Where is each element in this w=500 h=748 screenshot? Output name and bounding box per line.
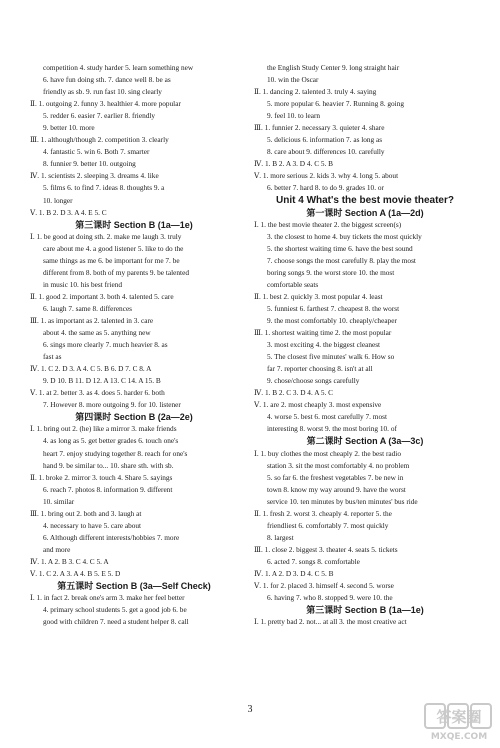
answer-line: 5. The closest five minutes' walk 6. How so bbox=[267, 352, 395, 362]
answer-line: care about me 4. a good listener 5. like to do the bbox=[43, 243, 184, 253]
answer-line: Ⅳ. 1. C 2. D 3. A 4. C 5. B 6. D 7. C 8. A bbox=[30, 364, 152, 374]
answer-line: Ⅴ. 1. C 2. A 3. A 4. B 5. E 5. D bbox=[30, 568, 121, 578]
answer-line: 4. worse 5. best 6. most carefully 7. most bbox=[267, 412, 387, 422]
answer-line: Ⅴ. 1. are 2. most cheaply 3. most expensive bbox=[254, 400, 382, 410]
answer-line: 8. largest bbox=[267, 532, 294, 542]
answer-line: 5. so far 6. the freshest vegetables 7. be new in bbox=[267, 472, 404, 482]
answer-line: in music 10. his best friend bbox=[43, 279, 123, 289]
answer-line: Ⅰ. 1. bring out 2. (he) like a mirror 3. make friends bbox=[30, 424, 177, 434]
answer-line: 6. Although different interests/hobbies 7. more bbox=[43, 532, 180, 542]
answer-line: 5. the shortest waiting time 6. have the best sound bbox=[267, 243, 413, 253]
answer-line: 7. However 8. more outgoing 9. for 10. listener bbox=[43, 400, 181, 410]
answer-line: Ⅲ. 1. bring out 2. both and 3. laugh at bbox=[30, 508, 142, 518]
section-heading: 第三课时 Section B (1a—1e) bbox=[75, 219, 193, 230]
answer-line: 10. longer bbox=[43, 195, 73, 205]
answer-line: Ⅱ. 1. broke 2. mirror 3. touch 4. Share 5. sayings bbox=[30, 472, 173, 482]
section-heading: 第三课时 Section B (1a—1e) bbox=[306, 605, 424, 616]
answer-line: Ⅰ. 1. be good at doing sth. 2. make me laugh 3. truly bbox=[30, 231, 182, 241]
answer-line: 4. fantastic 5. win 6. Both 7. smarter bbox=[43, 147, 150, 157]
answer-line: Ⅴ. 1. B 2. D 3. A 4. E 5. C bbox=[30, 207, 107, 217]
answer-line: Ⅳ. 1. A 2. B 3. C 4. C 5. A bbox=[30, 556, 109, 566]
section-heading: 第一课时 Section A (1a—2d) bbox=[306, 207, 424, 218]
answer-line: 3. the closest to home 4. buy tickets the most quickly bbox=[267, 231, 422, 241]
answer-line: far 7. reporter choosing 8. isn't at all bbox=[267, 364, 373, 374]
answer-line: Ⅰ. 1. the best movie theater 2. the biggest screen(s) bbox=[254, 219, 402, 229]
answer-line: Ⅰ. 1. pretty bad 2. not... at all 3. the most creative act bbox=[254, 617, 407, 627]
answer-line: Ⅴ. 1. for 2. placed 3. himself 4. second 5. worse bbox=[254, 581, 394, 591]
answer-line: Ⅱ. 1. best 2. quickly 3. most popular 4. least bbox=[254, 291, 383, 301]
answer-line: Ⅰ. 1. buy clothes the most cheaply 2. the best radio bbox=[254, 448, 401, 458]
section-heading: 第五课时 Section B (3a—Self Check) bbox=[57, 581, 211, 592]
answer-line: friendliest 6. comfortably 7. most quickly bbox=[267, 520, 389, 530]
page-number: 3 bbox=[247, 704, 253, 715]
answer-line: Ⅱ. 1. dancing 2. talented 3. truly 4. saying bbox=[254, 87, 377, 97]
answer-line: 10. similar bbox=[43, 496, 75, 506]
answer-line: 8. care about 9. differences 10. carefully bbox=[267, 147, 385, 157]
answer-line: 6. have fun doing sth. 7. dance well 8. be as bbox=[43, 75, 171, 85]
answer-line: fast as bbox=[43, 352, 62, 362]
answer-line: competition 4. study harder 5. learn something new bbox=[43, 63, 194, 72]
right-answer-column bbox=[254, 62, 476, 628]
watermark-logo bbox=[424, 703, 494, 743]
answer-line: Ⅴ. 1. more serious 2. kids 3. why 4. long 5. about bbox=[254, 171, 399, 181]
answer-line: 8. funnier 9. better 10. outgoing bbox=[43, 159, 136, 169]
left-answer-column bbox=[30, 62, 238, 628]
answer-line: 4. as long as 5. get better grades 6. touch one's bbox=[43, 436, 179, 446]
answer-line: 4. primary school students 5. get a good job 6. be bbox=[43, 605, 187, 615]
answer-line: 9. better 10. more bbox=[43, 123, 95, 133]
answer-line: comfortable seats bbox=[267, 279, 319, 289]
section-heading: 第四课时 Section B (2a—2e) bbox=[75, 412, 193, 423]
answer-line: 6. better 7. hard 8. to do 9. grades 10. or bbox=[267, 183, 384, 193]
answer-line: Ⅱ. 1. good 2. important 3. both 4. talented 5. care bbox=[30, 291, 174, 301]
watermark-text: 答案圈 bbox=[436, 708, 482, 726]
answer-line: Ⅲ. 1. shortest waiting time 2. the most popular bbox=[254, 328, 392, 338]
answer-line: 6. laugh 7. same 8. differences bbox=[43, 303, 133, 313]
answer-line: Ⅲ. 1. funnier 2. necessary 3. quieter 4. share bbox=[254, 123, 385, 133]
answer-line: about 4. the same as 5. anything new bbox=[43, 328, 151, 338]
answer-line: 5. redder 6. easier 7. earlier 8. friendly bbox=[43, 111, 156, 121]
answer-line: Ⅲ. 1. although/though 2. competition 3. clearly bbox=[30, 135, 169, 145]
section-heading: 第二课时 Section A (3a—3c) bbox=[306, 436, 424, 447]
section-heading: Unit 4 What's the best movie theater? bbox=[276, 194, 454, 206]
answer-line: hand 9. be similar to... 10. share sth. with sb. bbox=[43, 460, 174, 470]
answer-line: 9. chose/choose songs carefully bbox=[267, 376, 360, 386]
answer-line: 9. D 10. B 11. D 12. A 13. C 14. A 15. B bbox=[43, 376, 161, 386]
answer-line: heart 7. enjoy studying together 8. reach for one's bbox=[43, 448, 188, 458]
answer-line: 9. the most comfortably 10. cheaply/cheaper bbox=[267, 315, 397, 325]
answer-line: Ⅳ. 1. A 2. D 3. D 4. C 5. B bbox=[254, 568, 334, 578]
answer-line: 5. more popular 6. heavier 7. Running 8. going bbox=[267, 99, 404, 109]
answer-line: town 8. know my way around 9. have the worst bbox=[267, 484, 406, 494]
answer-line: 6. sings more clearly 7. much heavier 8. as bbox=[43, 340, 168, 350]
answer-line: 3. most exciting 4. the biggest cleanest bbox=[267, 340, 381, 350]
answer-line: Ⅳ. 1. scientists 2. sleeping 3. dreams 4. like bbox=[30, 171, 159, 181]
answer-line: interesting 8. worst 9. the most boring 10. of bbox=[267, 424, 397, 434]
answer-line: 6. acted 7. songs 8. comfortable bbox=[267, 556, 360, 566]
answer-line: 5. funniest 6. farthest 7. cheapest 8. the worst bbox=[267, 303, 400, 313]
answer-line: Ⅰ. 1. in fact 2. break one's arm 3. make her feel better bbox=[30, 593, 185, 603]
answer-line: Ⅳ. 1. B 2. A 3. D 4. C 5. B bbox=[254, 159, 334, 169]
answer-line: station 3. sit the most comfortably 4. no problem bbox=[267, 460, 410, 470]
answer-line: good with children 7. need a student helper 8. call bbox=[43, 617, 189, 627]
answer-line: 10. win the Oscar bbox=[267, 75, 319, 85]
answer-line: 5. delicious 6. information 7. as long as bbox=[267, 135, 383, 145]
answer-line: Ⅱ. 1. outgoing 2. funny 3. healthier 4. more popular bbox=[30, 99, 181, 109]
answer-line: 6. having 7. who 8. stopped 9. were 10. the bbox=[267, 593, 393, 603]
answer-line: the English Study Center 9. long straight hair bbox=[267, 63, 400, 72]
answer-line: 9. feel 10. to learn bbox=[267, 111, 321, 121]
answer-line: 5. films 6. to find 7. ideas 8. thoughts 9. a bbox=[43, 183, 165, 193]
watermark-logo-graphic bbox=[424, 703, 494, 743]
answer-line: different from 8. both of my parents 9. be talented bbox=[43, 267, 189, 277]
answer-line: service 10. ten minutes by bus/ten minutes' bus ride bbox=[267, 496, 418, 506]
answer-line: 7. choose songs the most carefully 8. play the most bbox=[267, 255, 416, 265]
answer-line: Ⅳ. 1. B 2. C 3. D 4. A 5. C bbox=[254, 388, 334, 398]
answer-line: and more bbox=[43, 544, 71, 554]
answer-line: friendly as sb. 9. run fast 10. sing clearly bbox=[43, 87, 162, 97]
answer-line: Ⅴ. 1. at 2. better 3. as 4. does 5. harder 6. both bbox=[30, 388, 165, 398]
answer-line: Ⅲ. 1. close 2. biggest 3. theater 4. seats 5. tickets bbox=[254, 544, 398, 554]
answer-line: same things as me 6. be important for me 7. be bbox=[43, 255, 180, 265]
answer-line: Ⅱ. 1. fresh 2. worst 3. cheaply 4. reporter 5. the bbox=[254, 508, 392, 518]
watermark-subtext: MXQE.COM bbox=[430, 732, 488, 742]
answer-line: Ⅲ. 1. as important as 2. talented in 3. care bbox=[30, 315, 154, 325]
answer-line: 4. necessary to have 5. care about bbox=[43, 520, 142, 530]
answer-line: 6. reach 7. photos 8. information 9. different bbox=[43, 484, 173, 494]
answer-line: boring songs 9. the worst store 10. the most bbox=[267, 267, 395, 277]
